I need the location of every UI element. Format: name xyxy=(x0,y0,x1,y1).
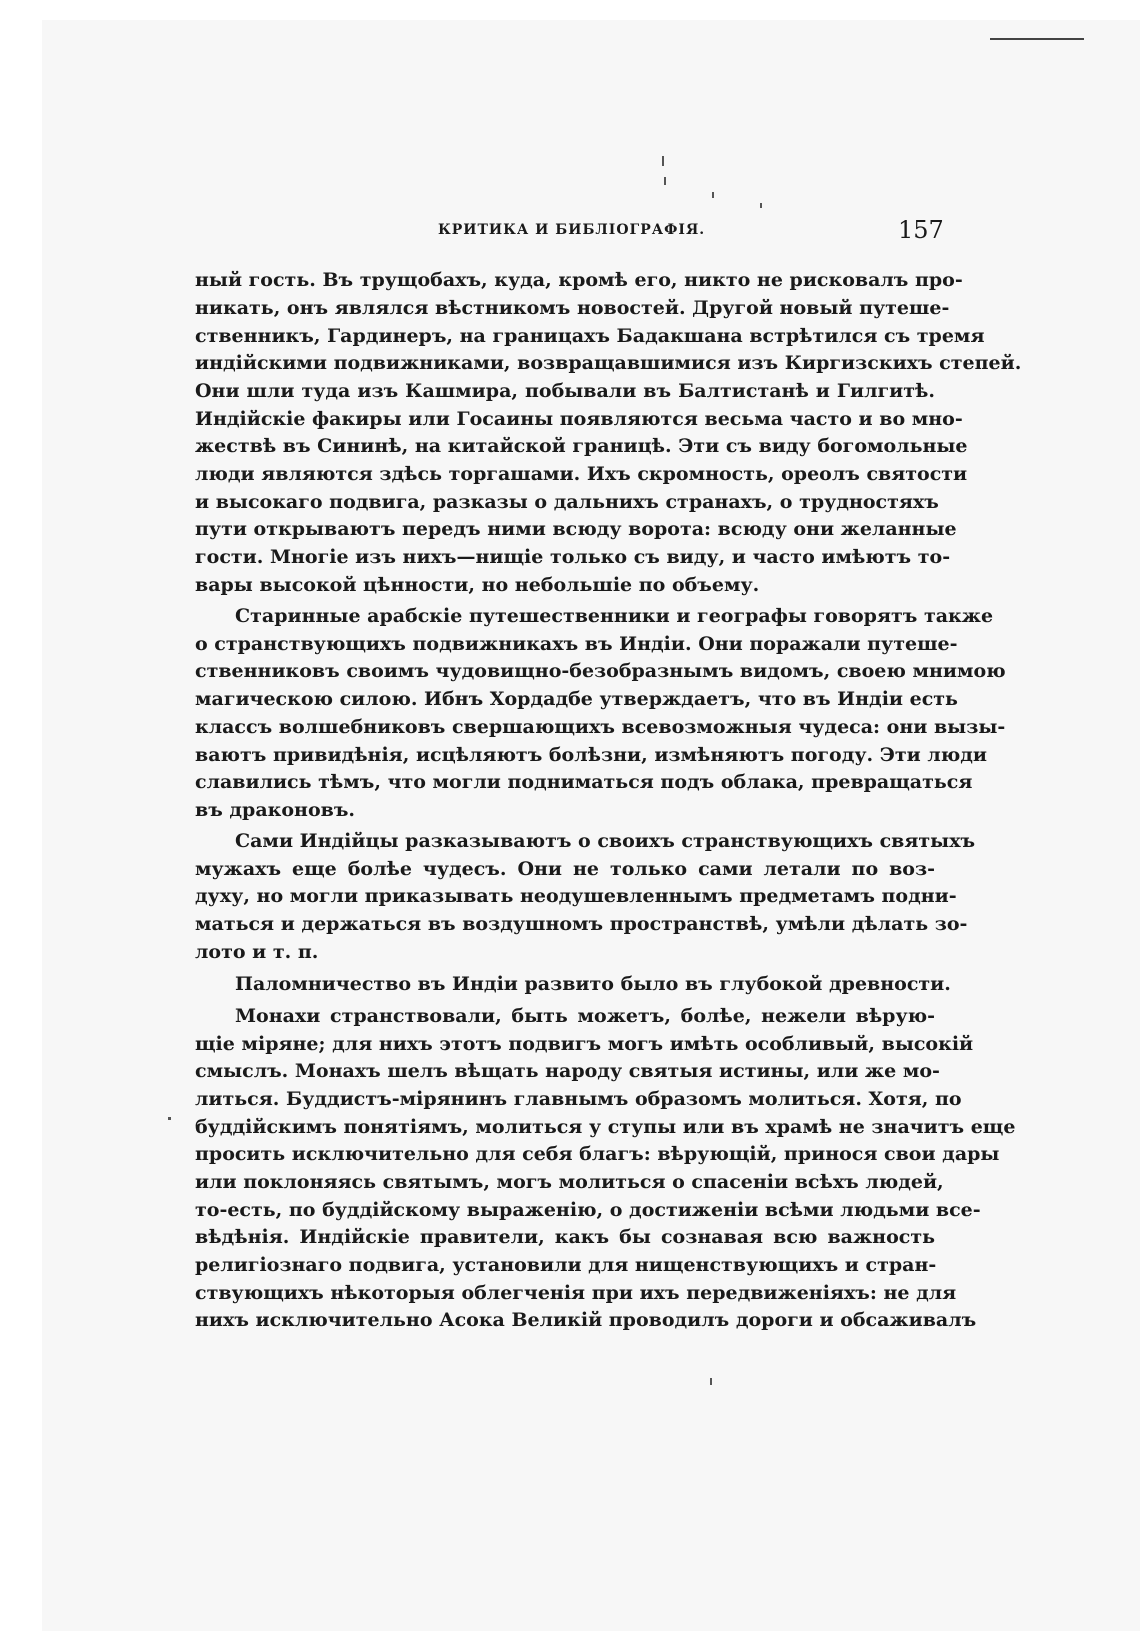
page-number: 157 xyxy=(898,216,944,244)
text-line: славились тѣмъ, что могли подниматься подъ облака, превращаться xyxy=(195,771,973,793)
text-line: ственникъ, Гардинеръ, на границахъ Бадакшана встрѣтился съ тремя xyxy=(195,325,985,347)
text-line: индійскими подвижниками, возвращавшимися изъ Киргизскихъ степей. xyxy=(195,352,1022,374)
scan-speck xyxy=(712,192,714,198)
text-line: ствующихъ нѣкоторыя облегченія при ихъ передвиженіяхъ: не для xyxy=(195,1282,957,1304)
scan-speck xyxy=(664,177,666,185)
text-line: Сами Индійцы разказываютъ о своихъ странствующихъ святыхъ xyxy=(235,830,976,852)
text-line: ственниковъ своимъ чудовищно-безобразнымъ видомъ, своею мнимою xyxy=(195,660,1006,682)
scan-speck xyxy=(662,156,664,166)
text-line: лото и т. п. xyxy=(195,941,319,963)
text-line: жествѣ въ Сининѣ, на китайской границѣ. Эти съ виду богомольные xyxy=(195,435,968,457)
text-line: классъ волшебниковъ свершающихъ всевозможныя чудеса: они вызы- xyxy=(195,716,1006,738)
text-line: религіознаго подвига, установили для нищенствующихъ и стран- xyxy=(195,1254,937,1276)
text-line: въ драконовъ. xyxy=(195,799,356,821)
text-line: мужахъ еще болѣе чудесъ. Они не только сами летали по воз- xyxy=(195,858,935,880)
text-line: духу, но могли приказывать неодушевленнымъ предметамъ подни- xyxy=(195,885,957,907)
text-line: вѣдѣнія. Индійскіе правители, какъ бы сознавая всю важность xyxy=(195,1226,935,1248)
text-line: вары высокой цѣнности, но небольшіе по объему. xyxy=(195,574,760,596)
text-line: гости. Многіе изъ нихъ—нищіе только съ виду, и часто имѣютъ то- xyxy=(195,546,951,568)
text-line: Монахи странствовали, быть можетъ, болѣе, нежели вѣрую- xyxy=(235,1005,935,1027)
text-line: Старинные арабскіе путешественники и географы говорятъ также xyxy=(235,605,994,627)
text-line: Паломничество въ Индіи развито было въ глубокой древности. xyxy=(235,973,951,995)
text-line: ный гость. Въ трущобахъ, куда, кромѣ его, никто не рисковалъ про- xyxy=(195,269,963,291)
text-line: смыслъ. Монахъ шелъ вѣщать народу святыя истины, или же мо- xyxy=(195,1060,940,1082)
text-line: то-есть, по буддійскому выраженію, о достиженіи всѣми людьми все- xyxy=(195,1199,981,1221)
text-line: о странствующихъ подвижникахъ въ Индіи. Они поражали путеше- xyxy=(195,633,958,655)
text-line: Индійскіе факиры или Госаины появляются весьма часто и во мно- xyxy=(195,408,963,430)
text-line: маться и держаться въ воздушномъ пространствѣ, умѣли дѣлать зо- xyxy=(195,913,968,935)
text-line: литься. Буддистъ-мірянинъ главнымъ образомъ молиться. Хотя, по xyxy=(195,1088,962,1110)
text-line: пути открываютъ передъ ними всюду ворота: всюду они желанные xyxy=(195,518,957,540)
text-line: Они шли туда изъ Кашмира, побывали въ Балтистанѣ и Гилгитѣ. xyxy=(195,380,935,402)
text-line: ваютъ привидѣнія, исцѣляютъ болѣзни, измѣняютъ погоду. Эти люди xyxy=(195,744,987,766)
text-line: магическою силою. Ибнъ Хордадбе утверждаетъ, что въ Индіи есть xyxy=(195,688,958,710)
text-line: нихъ исключительно Асока Великій проводилъ дороги и обсаживалъ xyxy=(195,1309,977,1331)
running-title: КРИТИКА И БИБЛІОГРАФІЯ. xyxy=(438,222,706,238)
text-line: и высокаго подвига, разказы о дальнихъ странахъ, о трудностяхъ xyxy=(195,491,939,513)
scan-speck xyxy=(168,1117,171,1120)
scan-speck xyxy=(760,203,762,208)
text-line: никать, онъ являлся вѣстникомъ новостей. Другой новый путеше- xyxy=(195,297,950,319)
text-line: просить исключительно для себя благъ: вѣрующій, принося свои дары xyxy=(195,1143,1000,1165)
text-line: щіе міряне; для нихъ этотъ подвигъ могъ имѣть особливый, высокій xyxy=(195,1033,974,1055)
text-line: буддійскимъ понятіямъ, молиться у ступы или въ храмѣ не значитъ еще xyxy=(195,1116,1016,1138)
top-rule-divider xyxy=(990,38,1084,40)
text-line: или поклоняясь святымъ, могъ молиться о спасеніи всѣхъ людей, xyxy=(195,1171,944,1193)
text-line: люди являются здѣсь торгашами. Ихъ скромность, ореолъ святости xyxy=(195,463,968,485)
scan-speck xyxy=(710,1378,712,1385)
